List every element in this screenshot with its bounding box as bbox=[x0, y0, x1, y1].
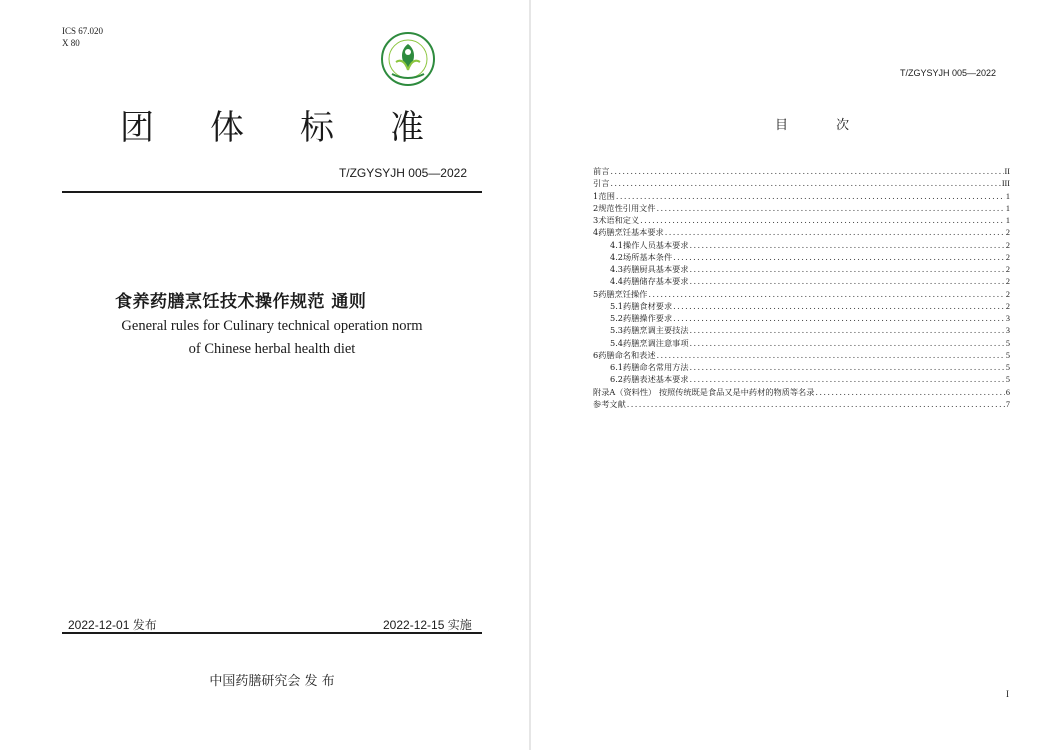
toc-leader-dots bbox=[690, 337, 1005, 349]
toc-entry[interactable] bbox=[593, 398, 1010, 410]
cover-page bbox=[0, 0, 529, 750]
toc-entry-label: 药膳烹饪基本要求 bbox=[598, 227, 664, 238]
toc-leader-dots bbox=[610, 165, 1003, 177]
toc-entry-page: 2 bbox=[1005, 277, 1010, 287]
toc-entry[interactable] bbox=[593, 165, 1010, 177]
toc-entry-page: III bbox=[1001, 179, 1010, 189]
toc-leader-dots bbox=[690, 324, 1005, 336]
toc-entry-label: 场所基本条件 bbox=[623, 251, 673, 262]
toc-entry-label: 药膳操作要求 bbox=[623, 313, 673, 323]
publisher: 中国药膳研究会 发 布 bbox=[209, 674, 335, 689]
toc-entry-number: 2 bbox=[593, 202, 599, 213]
toc-entry[interactable] bbox=[593, 300, 1010, 312]
toc-entry-label: 前言 bbox=[593, 166, 610, 176]
top-rule bbox=[62, 191, 482, 193]
toc-entry[interactable] bbox=[593, 288, 1010, 300]
toc-entry[interactable] bbox=[593, 263, 1010, 275]
title-en-line2: of Chinese herbal health diet bbox=[188, 341, 356, 357]
toc-header-code: T/ZGYSYJH 005—2022 bbox=[900, 68, 997, 78]
ccs-code: X 80 bbox=[62, 38, 80, 48]
toc-entry[interactable] bbox=[593, 361, 1010, 373]
toc-entry-page: 7 bbox=[1005, 399, 1010, 409]
toc-entry-label: 术语和定义 bbox=[598, 215, 640, 225]
toc-entry-page: 2 bbox=[1005, 289, 1010, 299]
ics-code: ICS 67.020 bbox=[62, 26, 104, 36]
toc-entry[interactable] bbox=[593, 177, 1010, 189]
table-of-contents bbox=[593, 165, 1010, 410]
toc-leader-dots bbox=[665, 226, 1005, 238]
toc-entry-page: 5 bbox=[1005, 350, 1010, 360]
toc-entry-number: 6.2 bbox=[610, 374, 624, 385]
toc-entry[interactable] bbox=[593, 226, 1010, 238]
toc-leader-dots bbox=[610, 177, 1000, 189]
toc-entry-number: 6 bbox=[593, 349, 599, 360]
toc-entry-label: 操作人员基本要求 bbox=[623, 239, 689, 250]
toc-leader-dots bbox=[673, 312, 1005, 324]
toc-leader-dots bbox=[690, 373, 1005, 385]
title-cn: 食养药膳烹饪技术操作规范 通则 bbox=[115, 292, 367, 312]
toc-leader-dots bbox=[640, 214, 1005, 226]
toc-entry-number: 5.2 bbox=[610, 313, 624, 323]
toc-entry[interactable] bbox=[593, 239, 1010, 251]
toc-entry[interactable] bbox=[593, 324, 1010, 336]
toc-entry-page: 2 bbox=[1005, 301, 1010, 311]
toc-leader-dots bbox=[815, 386, 1005, 398]
toc-entry-page: 5 bbox=[1005, 338, 1010, 348]
toc-title: 目 次 bbox=[775, 118, 872, 133]
toc-entry-label: 范围 bbox=[598, 190, 615, 201]
toc-entry-number: 4.3 bbox=[610, 264, 624, 274]
toc-entry-label: 药膳烹调注意事项 bbox=[623, 337, 689, 348]
page-number: I bbox=[1006, 689, 1009, 699]
toc-leader-dots bbox=[673, 300, 1005, 312]
toc-leader-dots bbox=[616, 190, 1005, 202]
toc-entry-label: 参考文献 bbox=[593, 398, 626, 409]
toc-entry[interactable] bbox=[593, 373, 1010, 385]
toc-entry-page: 1 bbox=[1005, 191, 1010, 201]
toc-leader-dots bbox=[673, 251, 1005, 263]
toc-entry-label: 药膳命名和表述 bbox=[598, 349, 656, 360]
title-char: 准 bbox=[390, 108, 424, 148]
toc-entry-page: 5 bbox=[1005, 375, 1010, 385]
toc-leader-dots bbox=[657, 202, 1005, 214]
bottom-rule bbox=[62, 632, 482, 634]
toc-entry-label: 药膳表述基本要求 bbox=[623, 374, 689, 385]
toc-entry-page: 6 bbox=[1005, 387, 1010, 397]
toc-leader-dots bbox=[690, 239, 1005, 251]
toc-entry-page: 2 bbox=[1005, 265, 1010, 274]
toc-entry[interactable] bbox=[593, 202, 1010, 214]
toc-entry-page: 2 bbox=[1005, 252, 1010, 262]
toc-entry-number: 5.4 bbox=[610, 337, 624, 348]
toc-entry-label: 药膳烹调主要技法 bbox=[623, 325, 689, 336]
toc-entry[interactable] bbox=[593, 275, 1010, 287]
title-char: 标 bbox=[300, 108, 334, 148]
toc-entry-number: 4.2 bbox=[610, 251, 624, 262]
publish-date: 2022-12-01 发布 bbox=[68, 618, 157, 632]
toc-entry-number: 5.1 bbox=[610, 300, 624, 311]
toc-entry-label: 药膳食材要求 bbox=[623, 300, 673, 311]
toc-entry-page: 5 bbox=[1005, 363, 1010, 372]
toc-entry[interactable] bbox=[593, 214, 1010, 226]
toc-leader-dots bbox=[690, 263, 1005, 275]
toc-entry-label: 附录A（资料性） 按照传统既是食品又是中药材的物质等名录 bbox=[593, 386, 815, 397]
toc-entry[interactable] bbox=[593, 190, 1010, 202]
association-logo-icon bbox=[378, 30, 438, 88]
toc-entry[interactable] bbox=[593, 251, 1010, 263]
toc-entry[interactable] bbox=[593, 337, 1010, 349]
standard-code: T/ZGYSYJH 005—2022 bbox=[338, 166, 467, 180]
toc-leader-dots bbox=[690, 361, 1005, 373]
toc-entry-page: 3 bbox=[1005, 326, 1010, 336]
toc-entry-page: 2 bbox=[1005, 240, 1010, 250]
toc-entry-number: 5 bbox=[593, 288, 599, 299]
toc-entry[interactable] bbox=[593, 349, 1010, 361]
classification-codes bbox=[62, 25, 103, 49]
implement-date: 2022-12-15 实施 bbox=[383, 618, 472, 632]
toc-entry-number: 4 bbox=[593, 227, 599, 238]
toc-entry-page: 1 bbox=[1005, 216, 1010, 225]
toc-entry-number: 5.3 bbox=[610, 325, 624, 336]
toc-leader-dots bbox=[648, 288, 1005, 300]
toc-entry-page: 1 bbox=[1005, 203, 1010, 213]
toc-entry-number: 6.1 bbox=[610, 362, 624, 372]
toc-entry-label: 药膳厨具基本要求 bbox=[623, 264, 689, 274]
toc-entry-label: 药膳烹饪操作 bbox=[598, 288, 648, 299]
title-char: 团 bbox=[120, 108, 154, 148]
toc-entry-number: 4.1 bbox=[610, 239, 624, 250]
document-type-title bbox=[62, 100, 482, 149]
toc-entry[interactable] bbox=[593, 386, 1010, 398]
toc-entry-page: 3 bbox=[1005, 314, 1010, 323]
toc-entry-label: 引言 bbox=[593, 178, 610, 189]
title-char: 体 bbox=[210, 108, 244, 148]
toc-leader-dots bbox=[627, 398, 1005, 410]
toc-entry-number: 3 bbox=[593, 215, 599, 225]
title-en-line1: General rules for Culinary technical operation norm bbox=[121, 318, 423, 334]
toc-leader-dots bbox=[657, 349, 1005, 361]
toc-entry-label: 药膳储存基本要求 bbox=[623, 276, 689, 287]
toc-entry-page: 2 bbox=[1005, 228, 1010, 238]
toc-entry-number: 1 bbox=[593, 190, 599, 201]
page-divider bbox=[529, 0, 531, 750]
toc-entry[interactable] bbox=[593, 312, 1010, 324]
toc-entry-label: 规范性引用文件 bbox=[598, 202, 656, 213]
toc-entry-page: II bbox=[1004, 167, 1010, 176]
toc-entry-number: 4.4 bbox=[610, 276, 624, 287]
toc-leader-dots bbox=[690, 275, 1005, 287]
toc-entry-label: 药膳命名常用方法 bbox=[623, 362, 689, 372]
